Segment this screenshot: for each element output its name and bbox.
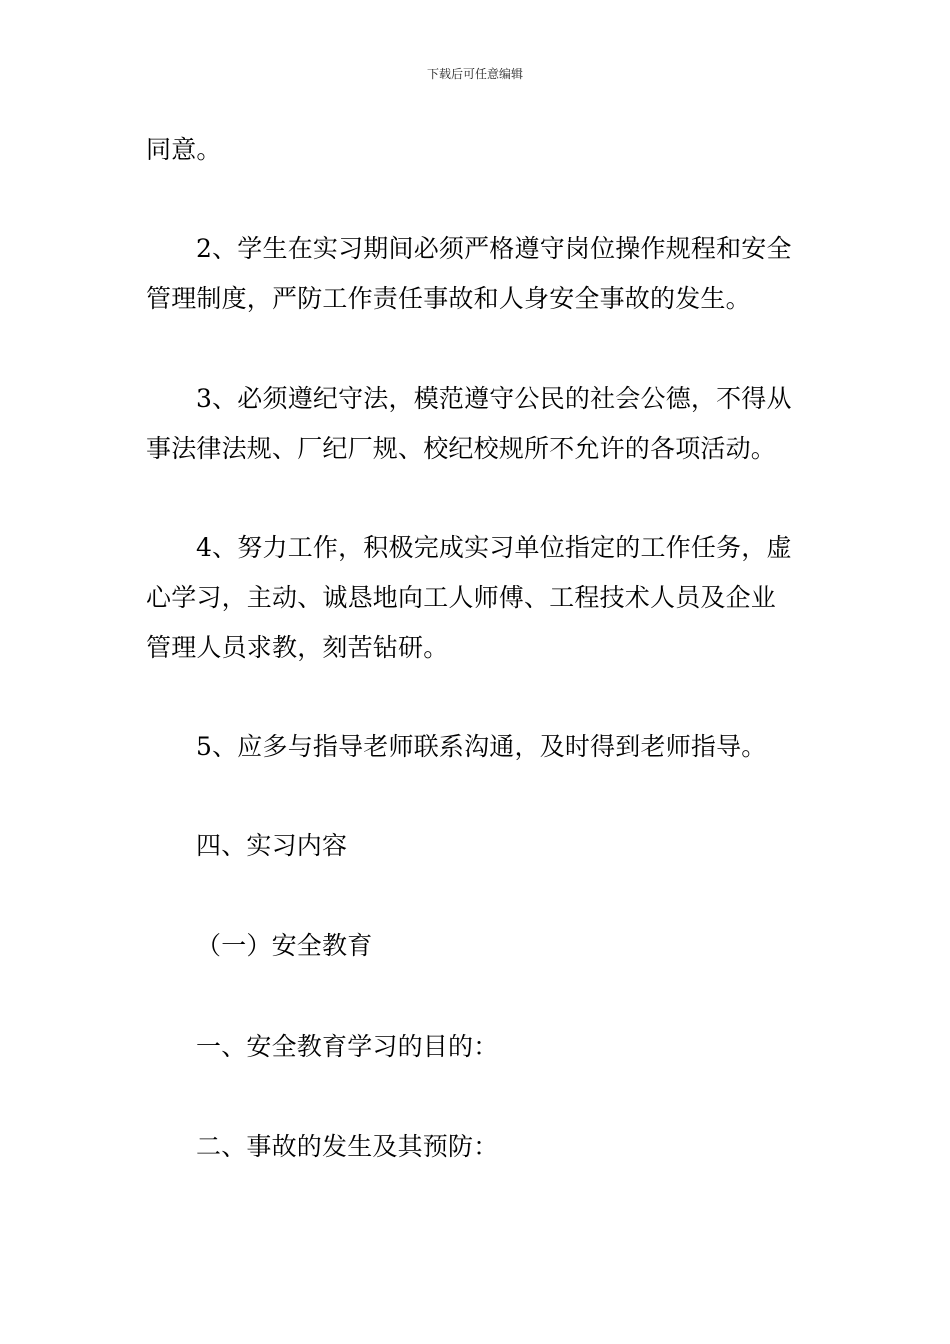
text-line-2: 2、学生在实习期间必须严格遵守岗位操作规程和安全	[196, 234, 792, 263]
text-line-1: 同意。	[146, 135, 222, 164]
list-item-2: 二、事故的发生及其预防：	[196, 1132, 499, 1161]
text-line-7: 心学习，主动、诚恳地向工人师傅、工程技术人员及企业	[146, 583, 777, 612]
list-item-1: 一、安全教育学习的目的：	[196, 1032, 499, 1061]
text-line-5: 事法律法规、厂纪厂规、校纪校规所不允许的各项活动。	[146, 434, 777, 463]
section-heading: 四、实习内容	[196, 831, 348, 860]
text-line-6: 4、努力工作，积极完成实习单位指定的工作任务，虚	[196, 533, 792, 562]
subsection-heading: （一）安全教育	[196, 931, 373, 960]
text-line-8: 管理人员求教，刻苦钻研。	[146, 633, 449, 662]
page-header: 下载后可任意编辑	[426, 67, 523, 81]
text-line-9: 5、应多与指导老师联系沟通，及时得到老师指导。	[196, 732, 767, 761]
text-line-4: 3、必须遵纪守法，模范遵守公民的社会公德，不得从	[196, 384, 792, 413]
text-line-3: 管理制度，严防工作责任事故和人身安全事故的发生。	[146, 284, 751, 313]
